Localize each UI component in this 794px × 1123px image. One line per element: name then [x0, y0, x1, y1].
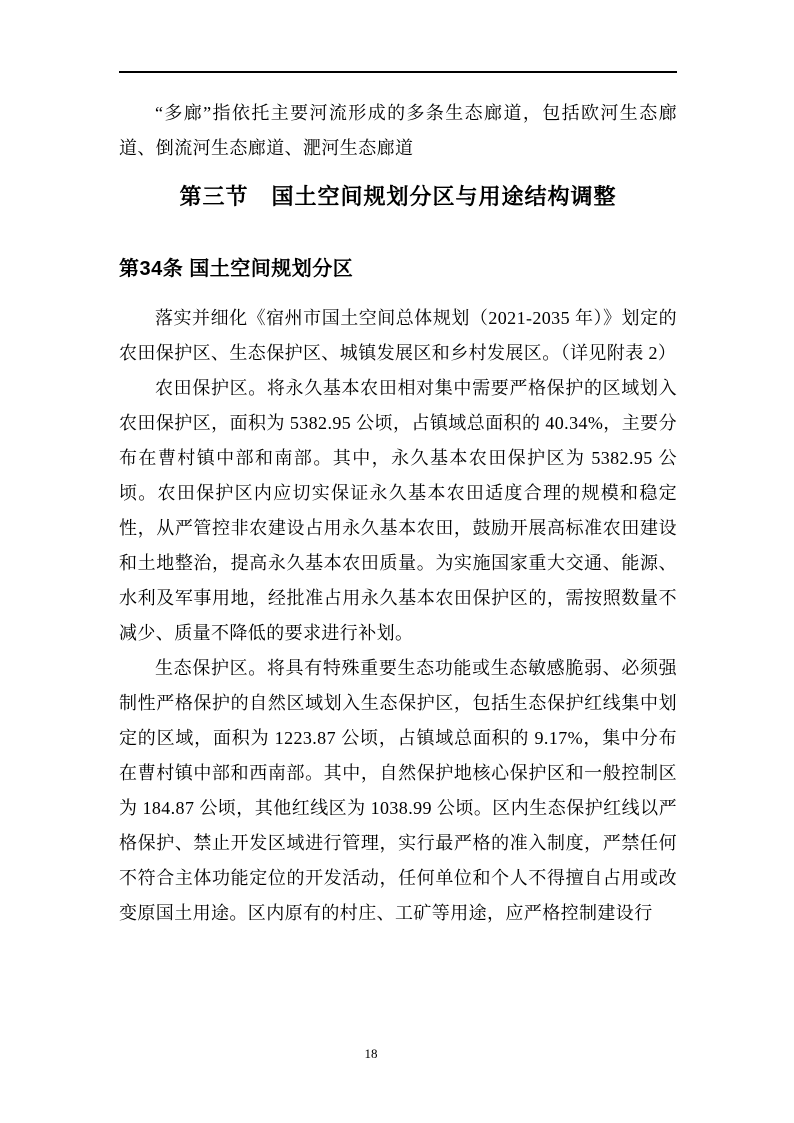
paragraph-farmland-protection-zone: 农田保护区。将永久基本农田相对集中需要严格保护的区域划入农田保护区，面积为 5382.95 公顷，占镇域总面积的 40.34%，主要分布在曹村镇中部和南部。其中，永久基本农田保护区为 5382.95 公顷。农田保护区内应切实保证永久基本农田适度合理的规模和稳定性，从严管控非农建设占用永久基本农田，鼓励开展高标准农田建设和土地整治，提高永久基本农田质量。为实施国家重大交通、能源、水利及军事用地，经批准占用永久基本农田保护区的，需按照数量不减少、质量不降低的要求进行补划。 — [119, 378, 677, 643]
page-number: 18 — [364, 1046, 378, 1061]
page-content — [119, 0, 677, 931]
paragraph-planning-zones-overview: 落实并细化《宿州市国土空间总体规划（2021-2035 年）》划定的农田保护区、生态保护区、城镇发展区和乡村发展区。（详见附表 2） — [119, 308, 677, 363]
intro-paragraph: “多廊”指依托主要河流形成的多条生态廊道，包括欧河生态廊道、倒流河生态廊道、淝河生态廊道 — [119, 103, 677, 158]
section-heading: 第三节 国土空间规划分区与用途结构调整 — [179, 184, 617, 209]
page-footer — [0, 1045, 794, 1063]
article-heading: 第34条 国土空间规划分区 — [119, 258, 354, 280]
paragraph-ecological-protection-zone: 生态保护区。将具有特殊重要生态功能或生态敏感脆弱、必须强制性严格保护的自然区域划入生态保护区，包括生态保护红线集中划定的区域，面积为 1223.87 公顷，占镇域总面积的 9.17%，集中分布在曹村镇中部和西南部。其中，自然保护地核心保护区和一般控制区为 184.87 公顷，其他红线区为 1038.99 公顷。区内生态保护红线以严格保护、禁止开发区域进行管理，实行最严格的准入制度，严禁任何不符合主体功能定位的开发活动，任何单位和个人不得擅自占用或改变原国土用途。区内原有的村庄、工矿等用途，应严格控制建设行 — [119, 658, 677, 923]
header-rule — [119, 71, 677, 73]
